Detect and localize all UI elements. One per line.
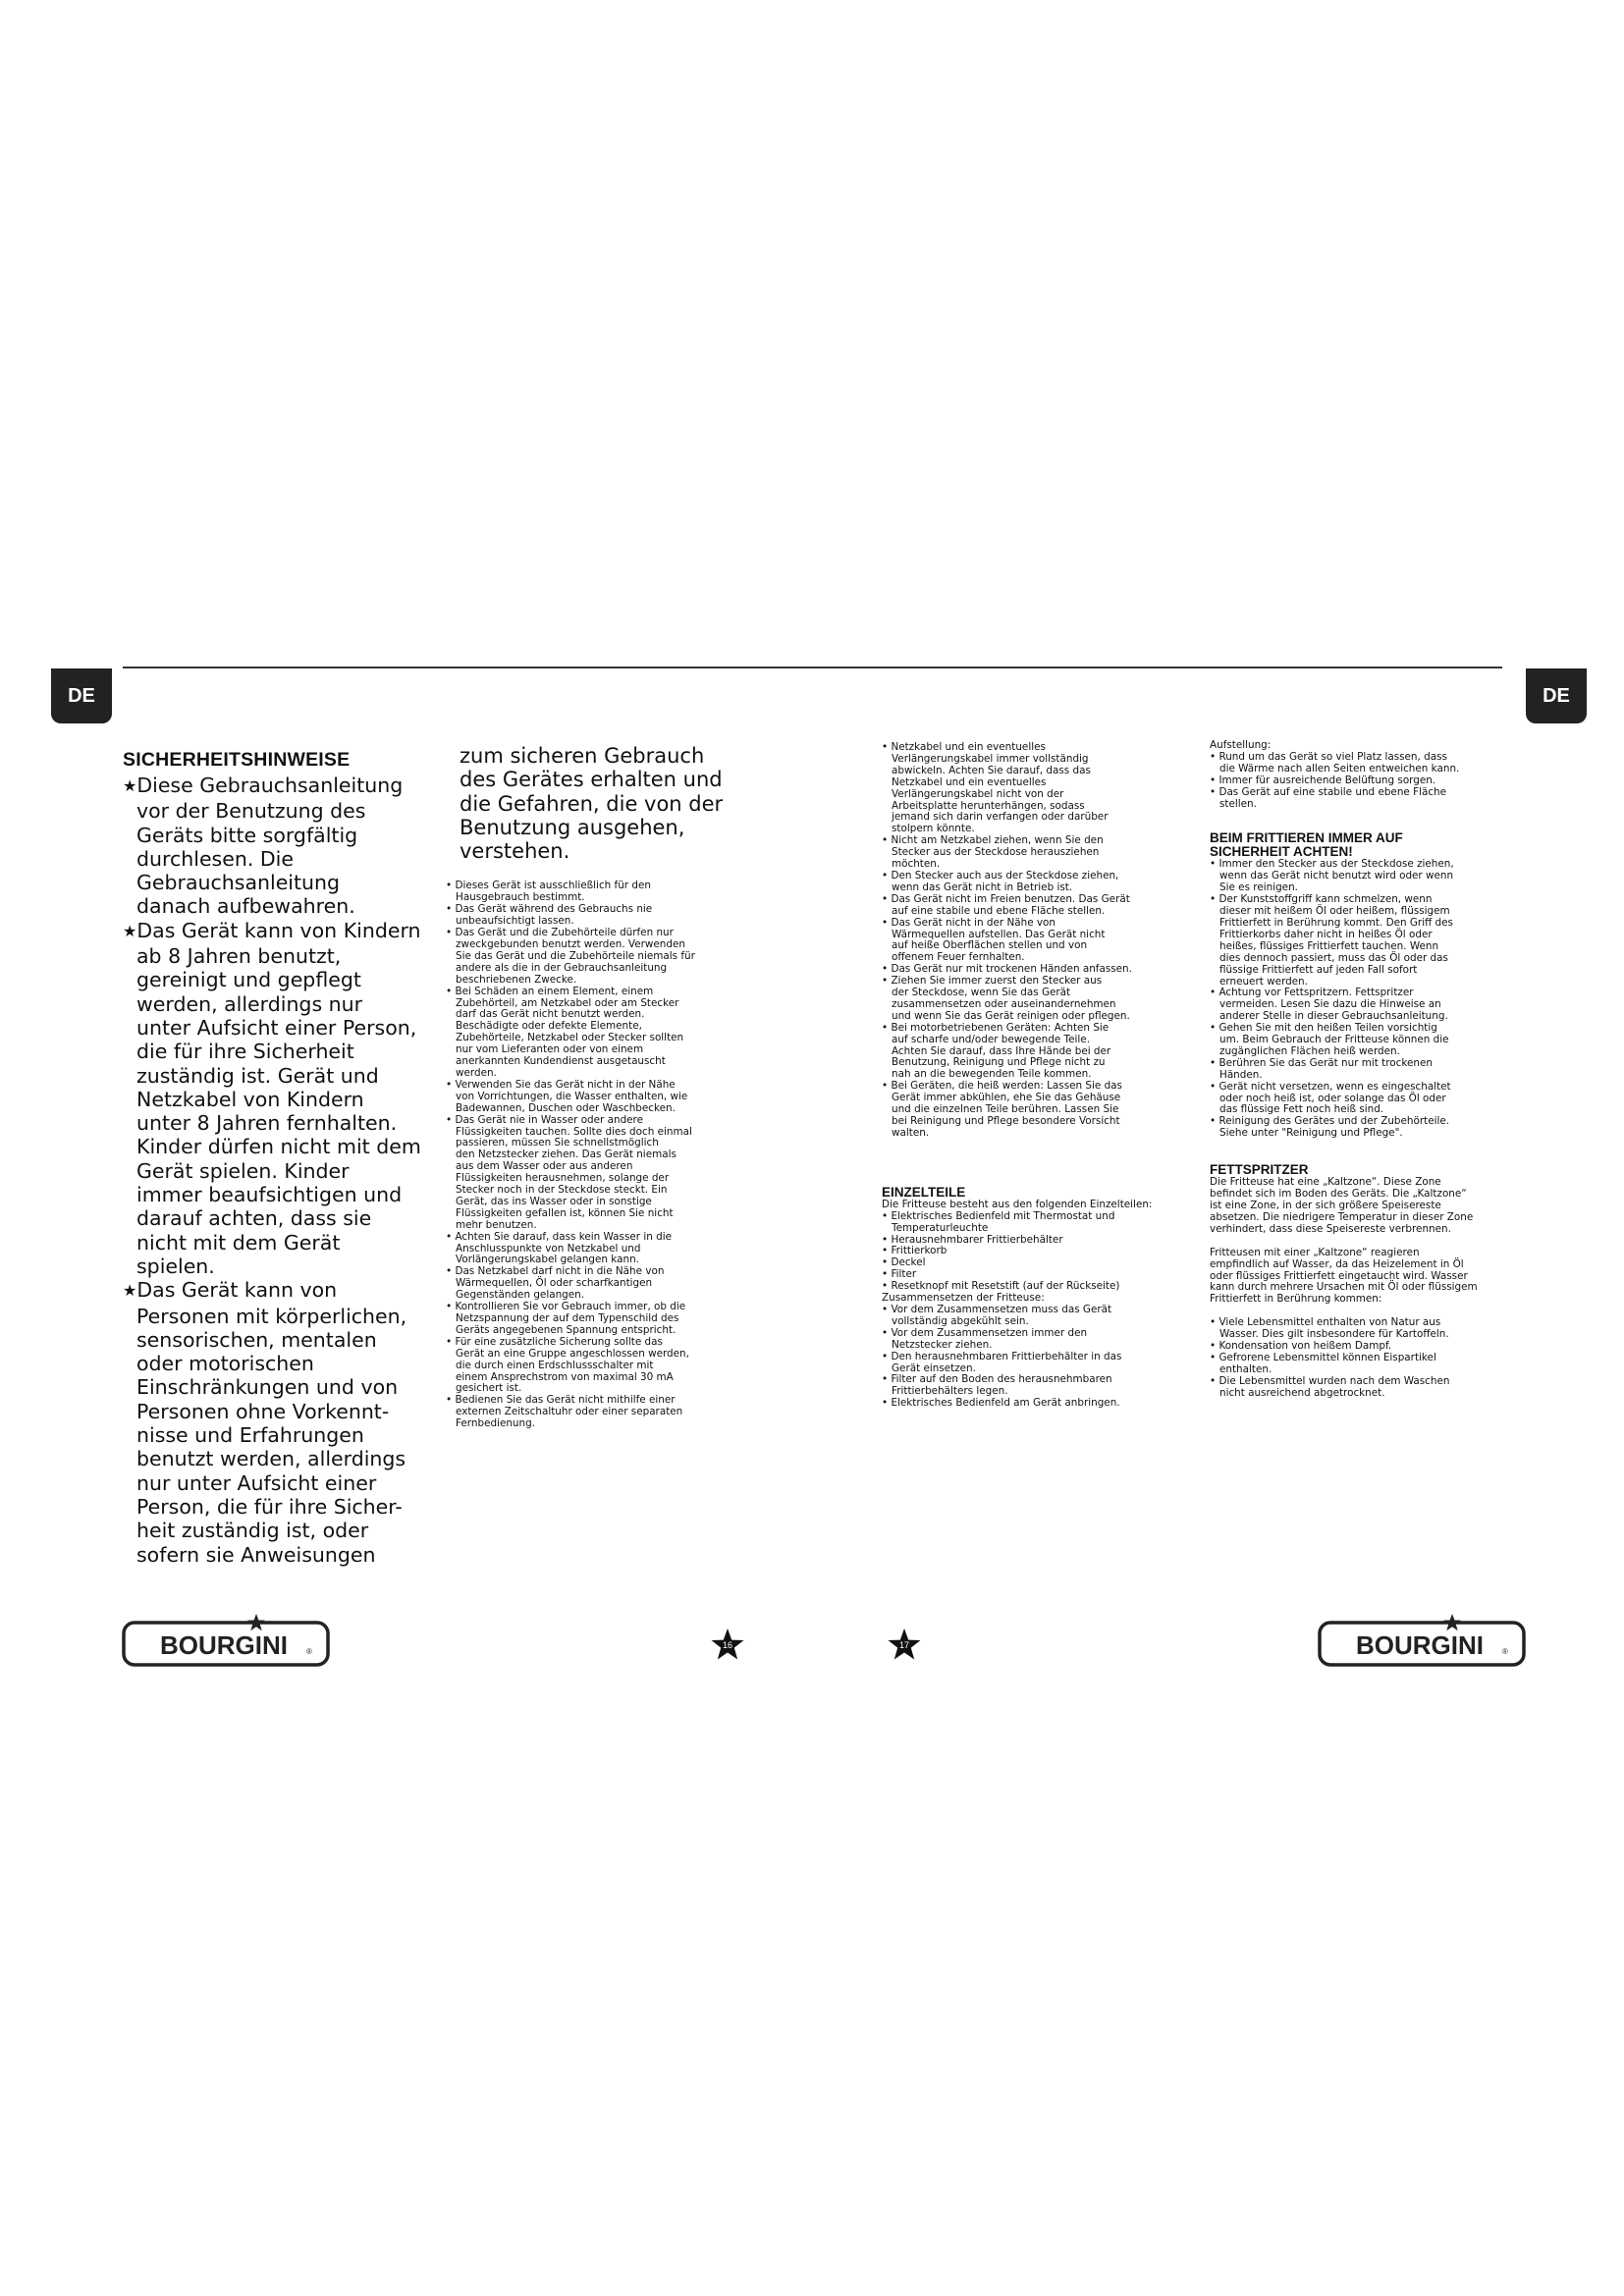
list-item: • Gerät nicht versetzen, wenn es eingeschaltet oder noch heiß ist, oder solange das Öl oder das flüssige Fett noch heiß sind. xyxy=(1210,1080,1451,1116)
list-item: • Den herausnehmbaren Frittierbehälter in das Gerät einsetzen. xyxy=(882,1350,1122,1374)
star-bullet-icon: ★ xyxy=(123,1281,137,1301)
list-item: • Achtung vor Fettspritzern. Fettspritzer vermeiden. Lesen Sie dazu die Hinweise an anderer Stelle in dieser Gebrauchsanleitung. xyxy=(1210,987,1448,1023)
list-item: • Bei Geräten, die heiß werden: Lassen Sie das Gerät immer abkühlen, ehe Sie das Gehäuse und die einzelnen Teile berühren. Lassen Sie bei Reinigung und Pflege besondere Vorsicht walten. xyxy=(882,1080,1122,1139)
list-item: • Achten Sie darauf, dass kein Wasser in die Anschlusspunkte von Netzkabel und Vorlängerungskabel gelangen kann. xyxy=(446,1230,672,1266)
list-item: • Immer den Stecker aus der Steckdose ziehen, wenn das Gerät nicht benutzt wird oder wenn Sie es reinigen. xyxy=(1210,858,1454,894)
list-item: • Elektrisches Bedienfeld am Gerät anbringen. xyxy=(882,1397,1120,1410)
list-item: • Das Netzkabel darf nicht in die Nähe von Wärmequellen, Öl oder scharfkantigen Gegenständen gelangen. xyxy=(446,1265,665,1302)
frying-list xyxy=(1210,859,1516,1140)
list-item: • Rund um das Gerät so viel Platz lassen, dass die Wärme nach allen Seiten entweichen kann. xyxy=(1210,750,1460,774)
svg-text:BOURGINI: BOURGINI xyxy=(1356,1630,1484,1660)
list-item: • Das Gerät nicht in der Nähe von Wärmequellen aufstellen. Das Gerät nicht auf heiße Oberflächen stellen und von offenem Feuer fernhalten. xyxy=(882,916,1106,964)
list-item: • Immer für ausreichende Belüftung sorgen. xyxy=(1210,774,1436,786)
list-item: • Resetknopf mit Resetstift (auf der Rückseite) xyxy=(882,1280,1120,1293)
list-item: • Das Gerät während des Gebrauchs nie unbeaufsichtigt lassen. xyxy=(446,903,653,928)
list-item: • Dieses Gerät ist ausschließlich für den Hausgebrauch bestimmt. xyxy=(446,880,651,904)
list-item: • Den Stecker auch aus der Steckdose ziehen, wenn das Gerät nicht in Betrieb ist. xyxy=(882,869,1119,893)
list-item: • Reinigung des Gerätes und der Zubehörteile. Siehe unter "Reinigung und Pflege". xyxy=(1210,1115,1450,1140)
safety-item: ★Das Gerät kann von Personen mit körperlichen, sensorischen, mentalen oder motorischen Einschränkungen und von Personen ohne Vorkennt- nisse und Erfahrungen benutzt werden, allerdings nur unter Aufsicht einer Person, die für ihre Sicher- heit zuständig ist, oder sofern sie Anweisungen xyxy=(123,1278,407,1567)
safety-heading: SICHERHEITSHINWEISE xyxy=(123,749,351,771)
language-tab-right: DE xyxy=(1526,668,1587,723)
setup-intro: Aufstellung: xyxy=(1210,739,1272,751)
list-item: • Das Gerät auf eine stabile und ebene Fläche stellen. xyxy=(1210,785,1447,810)
list-item: • Verwenden Sie das Gerät nicht in der Nähe von Vorrichtungen, die Wasser enthalten, wie Badewannen, Duschen oder Waschbecken. xyxy=(446,1078,688,1114)
assembly-list xyxy=(882,1305,1191,1410)
list-item: • Die Lebensmittel wurden nach dem Waschen nicht ausreichend abgetrocknet. xyxy=(1210,1374,1450,1399)
list-item: • Elektrisches Bedienfeld mit Thermostat und Temperaturleuchte xyxy=(882,1209,1115,1234)
list-item: • Herausnehmbarer Frittierbehälter xyxy=(882,1233,1063,1246)
list-item: • Viele Lebensmittel enthalten von Natur aus Wasser. Dies gilt insbesondere für Kartoffeln. xyxy=(1210,1316,1449,1341)
setup-list xyxy=(1210,752,1516,811)
list-item: • Netzkabel und ein eventuelles Verlängerungskabel immer vollständig abwickeln. Achten Sie darauf, dass das Netzkabel und ein eventuelles Verlängerungskabel nicht von der Arbeitsplatte herunterhängen, sodass jemand sich darin verfangen oder darüber stolpern könnte. xyxy=(882,741,1109,835)
list-item: • Frittierkorb xyxy=(882,1245,947,1257)
list-item: • Gefrorene Lebensmittel können Eispartikel enthalten. xyxy=(1210,1351,1436,1375)
list-item: • Vor dem Zusammensetzen muss das Gerät vollständig abgekühlt sein. xyxy=(882,1303,1112,1327)
parts-intro: Die Fritteuse besteht aus den folgenden Einzelteilen: xyxy=(882,1198,1153,1210)
page-number-left: 16 xyxy=(722,1640,732,1650)
language-tab-left: DE xyxy=(51,668,112,723)
frying-heading: BEIM FRITTIEREN IMMER AUF SICHERHEIT ACHTEN! xyxy=(1210,830,1403,860)
svg-text:®: ® xyxy=(306,1647,312,1656)
splatter-paragraph: Die Fritteuse hat eine „Kaltzone“. Diese Zone befindet sich im Boden des Geräts. Die „Kaltzone“ ist eine Zone, in der sich größere Speisereste absetzen. Die niedrigere Temperatur in dieser Zone verhindert, dass diese Speisereste verbrennen. xyxy=(1210,1176,1474,1235)
column-setup-and-splatter xyxy=(1210,740,1516,1400)
list-item: • Vor dem Zusammensetzen immer den Netzstecker ziehen. xyxy=(882,1326,1088,1351)
list-item: • Ziehen Sie immer zuerst den Stecker aus der Steckdose, wenn Sie das Gerät zusammensetzen oder auseinandernehmen und wenn Sie das Gerät reinigen oder pflegen. xyxy=(882,975,1130,1022)
svg-text:®: ® xyxy=(1502,1647,1508,1656)
svg-text:BOURGINI: BOURGINI xyxy=(160,1630,288,1660)
list-item: • Bei Schäden an einem Element, einem Zubehörteil, am Netzkabel oder am Stecker darf das Gerät nicht benutzt werden. Beschädigte oder defekte Elemente, Zubehörteile, Netzkabel oder Stecker sollten nur vom Lieferanten oder von einem anerkannten Kundendienst ausgetauscht werden. xyxy=(446,985,684,1079)
splatter-paragraph: Fritteusen mit einer „Kaltzone“ reagieren empfindlich auf Wasser, da das Heizelement in Öl oder flüssiges Frittierfett eingetaucht wird. Wasser kann durch mehrere Ursachen mit Öl oder flüssigem Frittierfett in Berührung kommen: xyxy=(1210,1246,1478,1306)
list-item: • Nicht am Netzkabel ziehen, wenn Sie den Stecker aus der Steckdose herausziehen möchten. xyxy=(882,834,1104,871)
assembly-intro: Zusammensetzen der Fritteuse: xyxy=(882,1292,1045,1305)
splatter-list xyxy=(1210,1317,1516,1399)
list-item: • Deckel xyxy=(882,1256,926,1269)
safety-item: ★Diese Gebrauchsanleitung vor der Benutzung des Geräts bitte sorgfältig durchlesen. Die Gebrauchsanleitung danach aufbewahren. xyxy=(123,774,404,919)
list-item: • Gehen Sie mit den heißen Teilen vorsichtig um. Beim Gebrauch der Fritteuse können die zugänglichen Flächen heiß werden. xyxy=(1210,1022,1449,1057)
list-item: • Das Gerät und die Zubehörteile dürfen nur zweckgebunden benutzt werden. Verwenden Sie das Gerät und die Zubehörteile niemals für andere als die in der Gebrauchsanleitung beschriebenen Zwecke. xyxy=(446,927,695,986)
header-rule xyxy=(123,667,1502,668)
column-usage-and-parts xyxy=(882,742,1191,1410)
list-item: • Für eine zusätzliche Sicherung sollte das Gerät an eine Gruppe angeschlossen werden, die durch einen Erdschlussschalter mit einem Ansprechstrom von maximal 30 mA gesichert ist. xyxy=(446,1335,689,1395)
column-safety-intro xyxy=(123,748,422,1567)
star-bullet-icon: ★ xyxy=(123,776,137,795)
list-item: • Filter auf den Boden des herausnehmbaren Frittierbehälters legen. xyxy=(882,1373,1112,1398)
page-number-right: 17 xyxy=(898,1640,909,1650)
parts-heading: EINZELTEILE xyxy=(882,1184,966,1200)
safety-item: ★Das Gerät kann von Kindern ab 8 Jahren benutzt, gereinigt und gepflegt werden, allerdings nur unter Aufsicht einer Person, die für ihre Sicherheit zuständig ist. Gerät und Netzkabel von Kindern unter 8 Jahren fernhalten. Kinder dürfen nicht mit dem Gerät spielen. Kinder immer beaufsichtigen und darauf achten, dass sie nicht mit dem Gerät spielen. xyxy=(123,918,421,1278)
column-safety-rules xyxy=(446,744,750,1430)
splatter-heading: FETTSPRITZER xyxy=(1210,1162,1309,1178)
list-item: • Bei motorbetriebenen Geräten: Achten Sie auf scharfe und/oder bewegende Teile. Achten Sie darauf, dass Ihre Hände bei der Benutzung, Reinigung und Pflege nicht zu nah an die bewegenden Teile kommen. xyxy=(882,1021,1111,1081)
list-item: • Das Gerät nur mit trockenen Händen anfassen. xyxy=(882,963,1132,976)
list-item: • Kontrollieren Sie vor Gebrauch immer, ob die Netzspannung der auf dem Typenschild des Geräts angegebenen Spannung entspricht. xyxy=(446,1301,686,1336)
parts-list xyxy=(882,1211,1191,1293)
bourgini-logo xyxy=(1318,1611,1526,1668)
list-item: • Filter xyxy=(882,1268,917,1281)
safety-bullet-list xyxy=(446,881,750,1430)
list-item: • Kondensation von heißem Dampf. xyxy=(1210,1340,1392,1353)
list-item: • Bedienen Sie das Gerät nicht mithilfe einer externen Zeitschaltuhr oder einer separaten Fernbedienung. xyxy=(446,1394,683,1430)
list-item: • Berühren Sie das Gerät nur mit trockenen Händen. xyxy=(1210,1056,1433,1081)
list-item: • Das Gerät nie in Wasser oder andere Flüssigkeiten tauchen. Sollte dies doch einmal passieren, müssen Sie schnellstmöglich den Netzstecker ziehen. Das Gerät niemals aus dem Wasser oder aus anderen Flüssigkeiten herausnehmen, solange der Stecker noch in der Steckdose steckt. Ein Gerät, das ins Wasser oder in sonstige Flüssigkeiten gefallen ist, können Sie nicht mehr benutzen. xyxy=(446,1113,692,1231)
safety-intro-continued: zum sicheren Gebrauch des Gerätes erhalten und die Gefahren, die von der Benutzung ausgehen, verstehen. xyxy=(460,744,724,864)
usage-bullet-list xyxy=(882,742,1191,1140)
bourgini-logo xyxy=(122,1611,330,1668)
list-item: • Das Gerät nicht im Freien benutzen. Das Gerät auf eine stabile und ebene Fläche stellen. xyxy=(882,892,1130,917)
star-bullet-icon: ★ xyxy=(123,921,137,940)
list-item: • Der Kunststoffgriff kann schmelzen, wenn dieser mit heißem Öl oder heißem, flüssigem Frittierfett in Berührung kommt. Den Griff des Frittierkorbs daher nicht in heißes Öl oder heißes, flüssiges Frittierfett tauchen. Wenn dies dennoch passiert, muss das Öl oder das flüssige Frittierfett auf jeden Fall sofort erneuert werden. xyxy=(1210,893,1453,988)
